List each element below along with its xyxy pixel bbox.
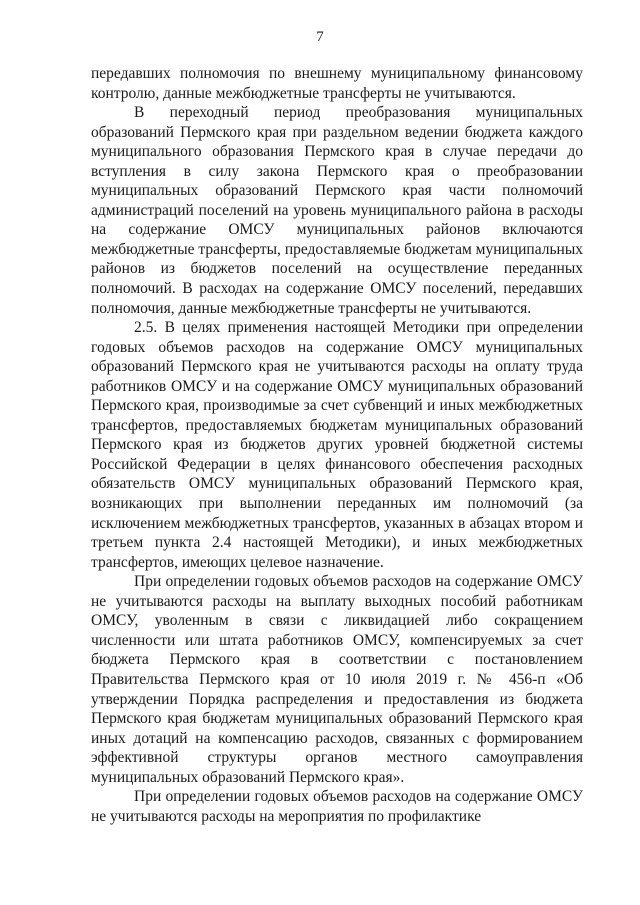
paragraph-2-5: 2.5. В целях применения настоящей Методики при определении годовых объемов расходов на содержание ОМСУ муниципальных образований Пермского края не учитываются расходы на оплату труда работников ОМСУ и на содержание ОМСУ муниципальных образований Пермского края, производимые за счет субвенций и иных межбюджетных трансфертов, предоставляемых бюджетам муниципальных образований Пермского края из бюджетов других уровней бюджетной системы Российской Федерации в целях финансового обеспечения расходных обязательств ОМСУ муниципальных образований Пермского края, возникающих при выполнении переданных им полномочий (за исключением межбюджетных трансфертов, указанных в абзацах втором и третьем пункта 2.4 настоящей Методики), и иных межбюджетных трансфертов, имеющих целевое назначение. — [91, 319, 583, 571]
paragraph-severance-exclusion: При определении годовых объемов расходов на содержание ОМСУ не учитываются расходы на выплату выходных пособий работникам ОМСУ, уволенным в связи с ликвидацией либо сокращением численности или штата работников ОМСУ, компенсируемых за счет бюджета Пермского края в соответствии с постановлением Правительства Пермского края от 10 июля 2019 г. № 456-п «Об утверждении Порядка распределения и предоставления из бюджета Пермского края бюджетам муниципальных образований Пермского края иных дотаций на компенсацию расходов, связанных с формированием эффективной структуры органов местного самоуправления муниципальных образований Пермского края». — [91, 573, 583, 786]
paragraph-prevention-exclusion: При определении годовых объемов расходов на содержание ОМСУ не учитываются расходы на мероприятия по профилактике — [91, 788, 583, 825]
page-number: 7 — [316, 29, 324, 45]
document-body — [91, 64, 583, 826]
paragraph-transition-period: В переходный период преобразования муниципальных образований Пермского края при раздельном ведении бюджета каждого муниципального образования Пермского края в случае передачи до вступления в силу закона Пермского края о преобразовании муниципальных образований Пермского края части полномочий администраций поселений на уровень муниципального района в расходы на содержание ОМСУ муниципальных районов включаются межбюджетные трансферты, предоставляемые бюджетам муниципальных районов из бюджетов поселений на осуществление переданных полномочий. В расходах на содержание ОМСУ поселений, передавших полномочия, данные межбюджетные трансферты не учитываются. — [91, 104, 583, 317]
paragraph-continuation: передавших полномочия по внешнему муниципальному финансовому контролю, данные межбюджетные трансферты не учитываются. — [91, 65, 583, 102]
